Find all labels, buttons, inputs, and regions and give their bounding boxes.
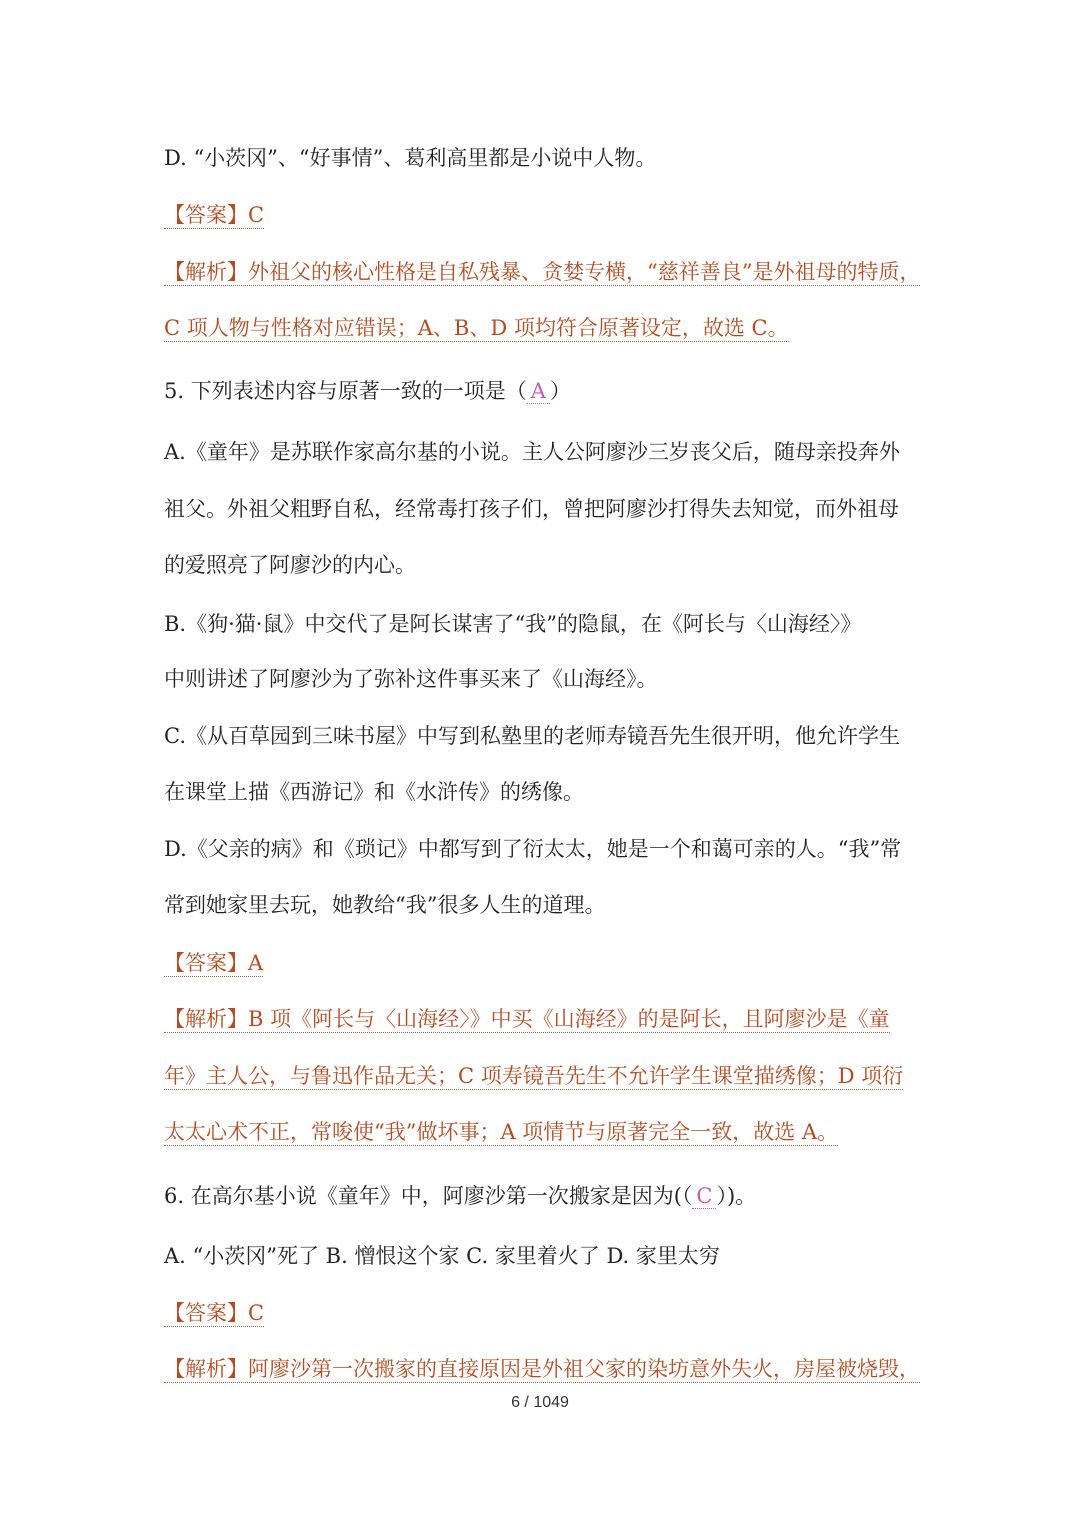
explanation-q4-line1: 【解析】外祖父的核心性格是自私残暴、贪婪专横，“慈祥善良”是外祖母的特质，: [164, 260, 921, 284]
option-a-line2: 祖父。外祖父粗野自私，经常毒打孩子们，曾把阿廖沙打得失去知觉，而外祖母: [164, 497, 899, 521]
answer-q5: 【答案】A: [164, 951, 264, 975]
option-a-line1: A.《童年》是苏联作家高尔基的小说。主人公阿廖沙三岁丧父后，随母亲投奔外: [164, 440, 900, 464]
answer-q6: 【答案】C: [164, 1301, 265, 1325]
options-q6: A. “小茨冈”死了 B. 憎恨这个家 C. 家里着火了 D. 家里太穷: [164, 1244, 720, 1268]
explanation-q4-line2: C 项人物与性格对应错误；A、B、D 项均符合原著设定，故选 C。: [164, 316, 789, 340]
page-number: 6 / 1049: [511, 1394, 569, 1411]
explanation-q5-line1: 【解析】B 项《阿长与〈山海经〉》中买《山海经》的是阿长，且阿廖沙是《童: [164, 1007, 890, 1031]
option-d-line1: D.《父亲的病》和《琐记》中都写到了衍太太，她是一个和蔼可亲的人。“我”常: [164, 837, 902, 861]
explanation-q5-line3: 太太心术不正，常唆使“我”做坏事；A 项情节与原著完全一致，故选 A。: [164, 1120, 839, 1144]
option-b-line2: 中则讲述了阿廖沙为了弥补这件事买来了《山海经》。: [164, 667, 658, 691]
option-d-line2: 常到她家里去玩，她教给“我”很多人生的道理。: [164, 893, 606, 917]
question-6: 6. 在高尔基小说《童年》中，阿廖沙第一次搬家是因为(（ C ）)。: [164, 1184, 757, 1208]
answer-q4: 【答案】C: [164, 203, 265, 227]
question-5: 5. 下列表述内容与原著一致的一项是（ A ）: [164, 379, 571, 403]
option-d-q4: D. “小茨冈”、“好事情”、葛利高里都是小说中人物。: [164, 146, 657, 170]
explanation-q5-line2: 年》主人公，与鲁迅作品无关；C 项寿镜吾先生不允许学生课堂描绣像；D 项衍: [164, 1064, 904, 1088]
answer-blank-q5: A: [527, 379, 550, 404]
option-a-line3: 的爱照亮了阿廖沙的内心。: [164, 553, 416, 577]
option-c-line1: C.《从百草园到三味书屋》中写到私塾里的老师寿镜吾先生很开明，他允许学生: [164, 724, 900, 748]
option-c-line2: 在课堂上描《西游记》和《水浒传》的绣像。: [164, 780, 584, 804]
option-b-line1: B.《狗·猫·鼠》中交代了是阿长谋害了“我”的隐鼠，在《阿长与〈山海经〉》: [164, 612, 862, 636]
explanation-q6-line1: 【解析】阿廖沙第一次搬家的直接原因是外祖父家的染坊意外失火，房屋被烧毁，: [164, 1357, 920, 1381]
answer-blank-q6: C: [692, 1184, 716, 1209]
